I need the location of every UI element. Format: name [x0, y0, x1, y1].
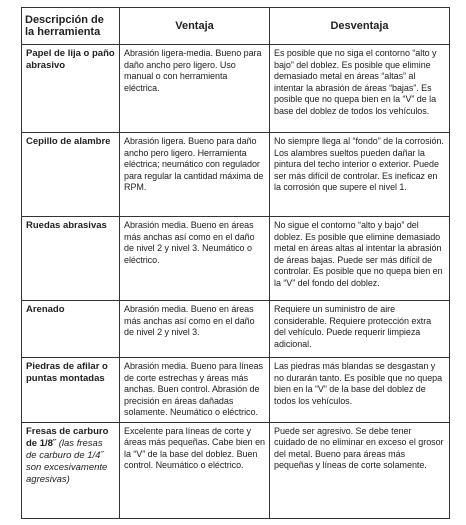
tool-name: Piedras de afilar o puntas montadas — [26, 361, 108, 384]
table-header-row — [22, 8, 450, 45]
table-row — [22, 358, 450, 423]
advantage-cell: Abrasión media. Bueno en áreas más anchas así como en el daño de nivel 2 y nivel 3. — [120, 301, 270, 358]
tool-name: Papel de lija o paño abrasivo — [26, 48, 115, 71]
table-row — [22, 133, 450, 217]
disadvantage-cell: Las piedras más blandas se desgastan y no durarán tanto. Es posible que no quepa bien en la “V” de la base del doblez de todos los vehículos. — [270, 358, 450, 423]
advantage-cell: Excelente para líneas de corte y áreas más pequeñas. Cabe bien en la “V” de la base del doblez. Buen control. Neumático o eléctrico. — [120, 422, 270, 518]
table-row — [22, 422, 450, 518]
tool-name-cell — [22, 422, 120, 518]
advantage-cell: Abrasión ligera-media. Bueno para daño ancho pero ligero. Uso manual o con herramienta eléctrica. — [120, 45, 270, 133]
advantage-cell: Abrasión media. Bueno en áreas más anchas así como en el daño de nivel 2 y nivel 3. Neumático o eléctrico. — [120, 217, 270, 301]
tool-note: (las fresas de carburo de 1/4˝ son excesivamente agresivas) — [26, 437, 108, 485]
header-tool-description: Descripción de la herramienta — [22, 8, 120, 45]
tool-name-cell — [22, 358, 120, 423]
table-row — [22, 45, 450, 133]
header-disadvantage: Desventaja — [270, 8, 450, 45]
tool-name-cell — [22, 45, 120, 133]
table-row — [22, 301, 450, 358]
disadvantage-cell: No sigue el contorno “alto y bajo” del doblez. Es posible que elimine demasiado metal en áreas altas al intentar la abrasión de áreas bajas. Puede ser más difícil de controlar. Es posible que no quepa bien en la “V” del fondo del doblez. — [270, 217, 450, 301]
tool-name-cell — [22, 301, 120, 358]
advantage-cell: Abrasión media. Bueno para líneas de corte estrechas y áreas más anchas. Buen control. Abrasión de precisión en áreas dañadas solamente. Neumático o eléctrico. — [120, 358, 270, 423]
advantage-cell: Abrasión ligera. Bueno para daño ancho pero ligero. Herramienta eléctrica; neumático con regulador para regular la cantidad máxima de RPM. — [120, 133, 270, 217]
tool-name: Ruedas abrasivas — [26, 220, 107, 231]
tool-name: Fresas de carburo de 1/8˝ — [26, 425, 109, 449]
disadvantage-cell: Es posible que no siga el contorno “alto y bajo” del doblez. Es posible que elimine demasiado metal en áreas “altas” al intentar la abrasión de áreas “bajas”. Es posible que no quepa bien en la “V” de la base del doblez de todos los vehículos. — [270, 45, 450, 133]
abrasion-tools-table — [21, 7, 450, 519]
tool-name-cell — [22, 217, 120, 301]
document-page — [21, 7, 449, 519]
table-row — [22, 217, 450, 301]
tool-name-cell — [22, 133, 120, 217]
disadvantage-cell: Puede ser agresivo. Se debe tener cuidado de no eliminar en exceso el grosor del metal. Bueno para áreas más pequeñas y líneas de corte solamente. — [270, 422, 450, 518]
tool-name: Arenado — [26, 304, 65, 315]
disadvantage-cell: No siempre llega al “fondo” de la corrosión. Los alambres sueltos pueden dañar la pintura del techo interior o exterior. Puede ser más difícil de controlar. Es ineficaz en la corrosión que supere el nivel 1. — [270, 133, 450, 217]
header-advantage: Ventaja — [120, 8, 270, 45]
disadvantage-cell: Requiere un suministro de aire considerable. Requiere protección extra del vehículo. Puede requerir limpieza adicional. — [270, 301, 450, 358]
tool-name: Cepillo de alambre — [26, 136, 111, 147]
